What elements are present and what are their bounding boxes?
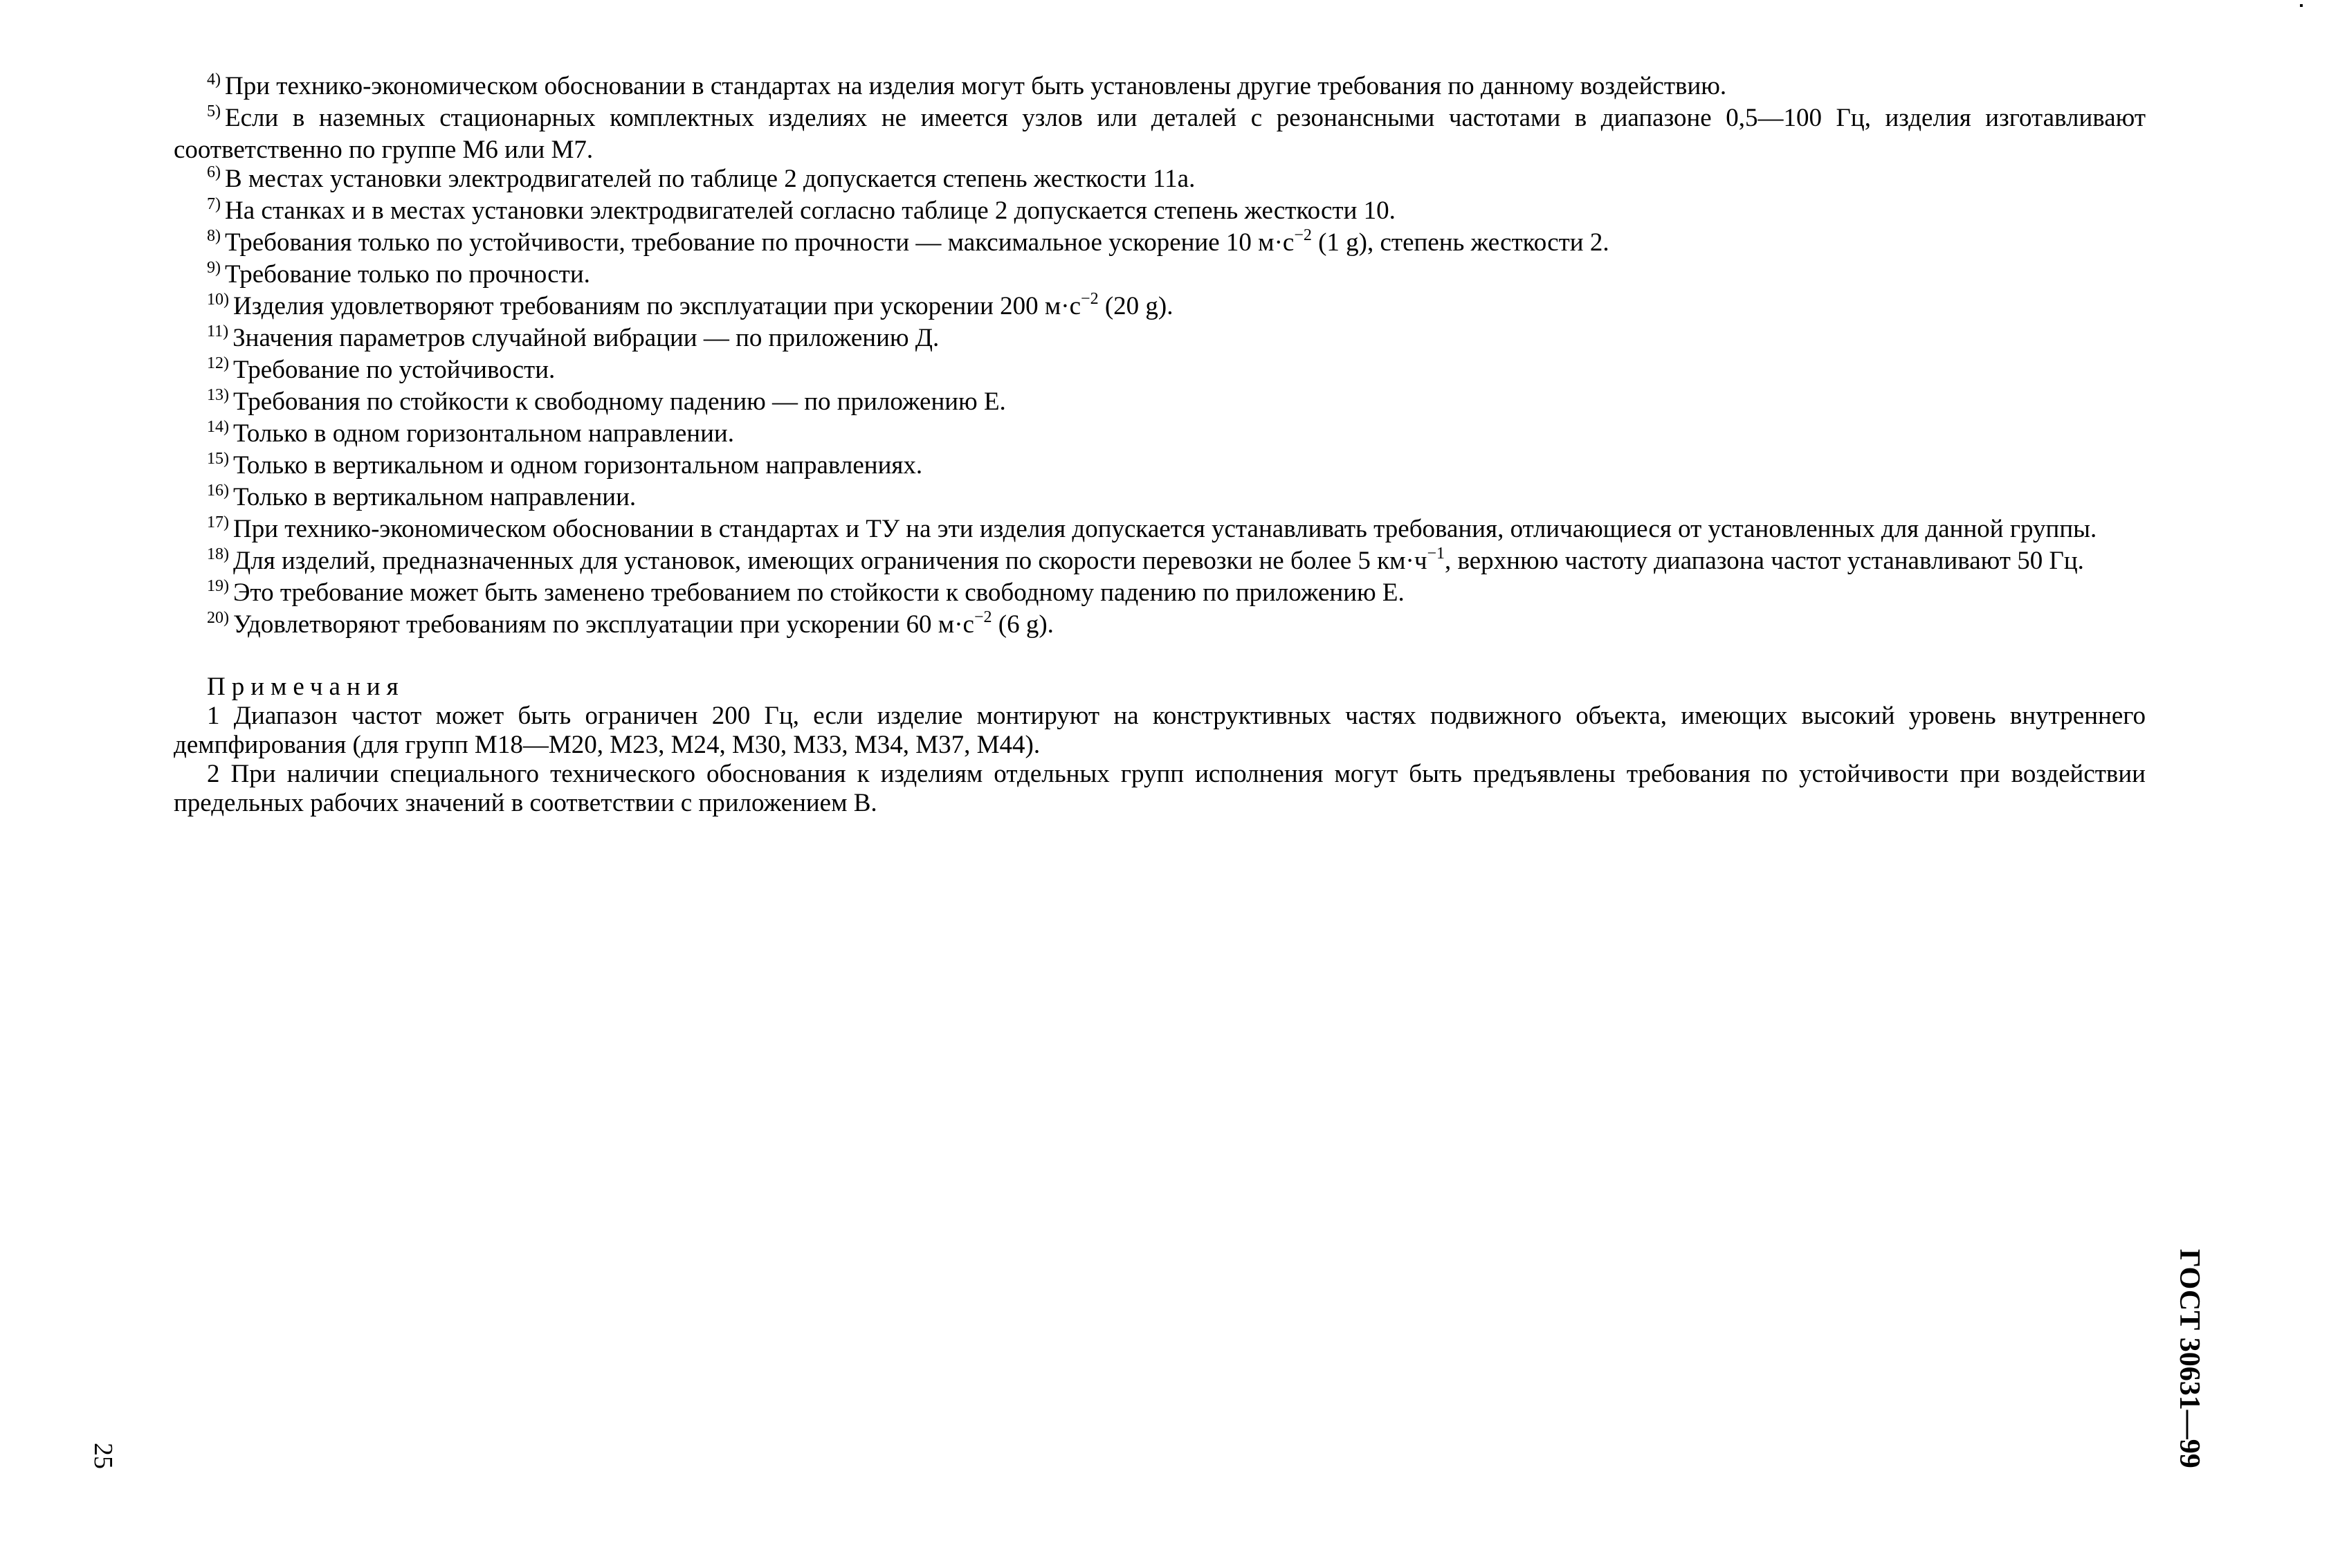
footnote-item [174,388,2146,419]
note-item: 2 При наличии специального технического обоснования к изделиям отдельных групп исполнения могут быть предъявлены требования по устойчивости при воздействии предельных рабочих значений в соответствии с приложением В. [174,760,2146,817]
footnote-text: Требования по стойкости к свободному падению — по приложению Е. [233,388,1006,416]
footnote-text: Удовлетворяют требованиям по эксплуатации при ускорении 60 м·с [233,610,974,639]
footnote-text: , верхнюю частоту диапазона частот устанавливают 50 Гц. [1444,547,2084,575]
footnote-exponent: −2 [1294,226,1312,244]
footnote-item [174,483,2146,515]
footnote-number: 8) [207,227,221,245]
footnote-text: (1 g), степень жесткости 2. [1311,228,1609,257]
footnote-text: В местах установки электродвигателей по таблице 2 допускается степень жесткости 11а. [225,165,1196,193]
footnote-item [174,578,2146,610]
footnotes-list [174,72,2146,642]
footnote-item [174,197,2146,228]
notes-title: Примечания [207,673,405,701]
footnote-text: Требование только по прочности. [225,260,590,289]
footnote-item [174,228,2146,260]
footnote-text: При технико-экономическом обосновании в стандартах на изделия могут быть установлены другие требования по данному воздействию. [225,72,1727,100]
footnote-exponent: −2 [1081,290,1099,308]
page-number: 25 [89,1443,118,1469]
scan-mark [2300,4,2303,7]
footnote-text: Значения параметров случайной вибрации — по приложению Д. [232,324,940,352]
footnote-number: 18) [207,545,229,563]
footnote-item [174,451,2146,483]
footnote-number: 16) [207,482,229,500]
footnote-text: Требование по устойчивости. [233,356,556,384]
footnote-number: 14) [207,418,229,436]
footnote-text: Для изделий, предназначенных для установок, имеющих ограничения по скорости перевозки не более 5 км·ч [233,547,1427,575]
footnote-number: 9) [207,259,221,277]
footnote-number: 7) [207,195,221,213]
document-code: ГОСТ 30631—99 [2173,1249,2205,1468]
footnote-number: 5) [207,102,221,120]
footnote-number: 13) [207,386,229,404]
footnote-number: 19) [207,577,229,595]
footnote-number: 12) [207,354,229,372]
footnote-text: (20 g). [1098,292,1173,320]
footnote-item [174,419,2146,451]
footnote-text: Если в наземных стационарных комплектных изделиях не имеется узлов или деталей с резонансными частотами в диапазоне 0,5—100 Гц, изделия изготавливают соответственно по группе М6 или М7. [174,104,2146,164]
footnote-exponent: −1 [1427,545,1445,563]
footnote-text: Только в одном горизонтальном направлении. [233,419,734,448]
footnote-number: 4) [207,71,221,89]
footnote-exponent: −2 [974,608,992,626]
footnote-item [174,547,2146,578]
footnote-item [174,260,2146,292]
footnote-text: Только в вертикальном направлении. [233,483,637,511]
footnote-text: Только в вертикальном и одном горизонтальном направлениях. [233,451,923,480]
footnote-text: Требования только по устойчивости, требование по прочности — максимальное ускорение 10 м·с [225,228,1295,257]
footnote-text: Изделия удовлетворяют требованиям по эксплуатации при ускорении 200 м·с [233,292,1081,320]
footnote-item [174,324,2146,356]
footnote-item [174,610,2146,642]
footnote-item [174,165,2146,197]
footnote-number: 17) [207,513,229,531]
note-item: 1 Диапазон частот может быть ограничен 200 Гц, если изделие монтируют на конструктивных частях подвижного объекта, имеющих высокий уровень внутреннего демпфирования (для групп М18—М20, М23, М24, М30, М33, М34, М37, М44). [174,702,2146,759]
footnote-number: 6) [207,163,221,181]
footnote-number: 15) [207,450,229,468]
footnote-number: 10) [207,291,229,309]
footnote-text: (6 g). [992,610,1054,639]
footnote-item [174,356,2146,388]
footnote-item [174,104,2146,165]
footnote-text: На станках и в местах установки электродвигателей согласно таблице 2 допускается степень жесткости 10. [225,197,1396,225]
footnote-item [174,72,2146,104]
footnote-number: 11) [207,322,229,340]
footnote-number: 20) [207,609,229,627]
footnote-text: Это требование может быть заменено требованием по стойкости к свободному падению по приложению Е. [233,578,1405,607]
footnote-item [174,515,2146,547]
page-content [174,72,2146,818]
footnote-text: При технико-экономическом обосновании в стандартах и ТУ на эти изделия допускается устанавливать требования, отличающиеся от установленных для данной группы. [233,515,2097,543]
footnote-item [174,292,2146,324]
